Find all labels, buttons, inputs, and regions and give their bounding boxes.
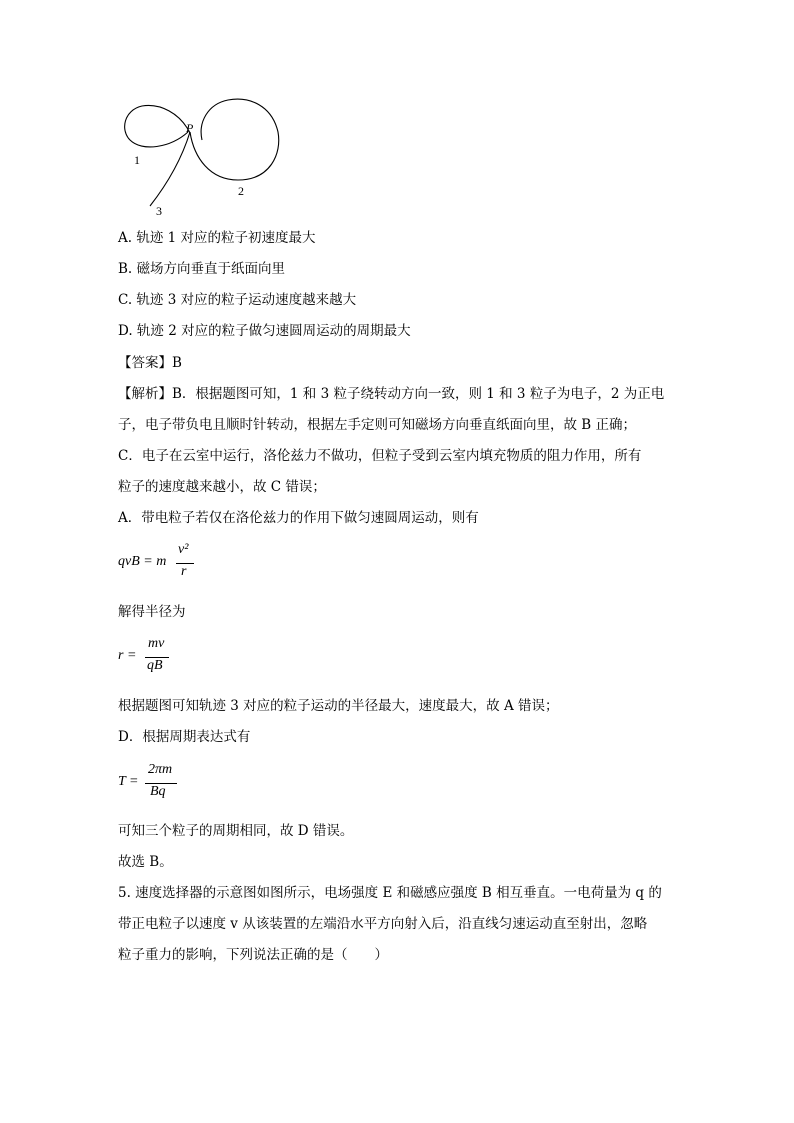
analysis-line-10: 故选 B。 <box>118 854 173 870</box>
eq2-left: r = <box>118 648 137 663</box>
label-3: 3 <box>156 204 162 218</box>
label-p: P <box>186 121 194 135</box>
particle-tracks-figure <box>110 88 310 220</box>
answer: 【答案】B <box>118 355 182 371</box>
eq2-denominator: qB <box>147 658 163 673</box>
eq3-denominator: Bq <box>150 784 166 799</box>
question5-line-1: 5. 速度选择器的示意图如图所示，电场强度 E 和磁感应强度 B 相互垂直。一电荷量为 q 的 <box>118 885 662 901</box>
analysis-line-2: 子，电子带负电且顺时针转动，根据左手定则可知磁场方向垂直纸面向里，故 B 正确； <box>118 417 637 433</box>
option-b: B. 磁场方向垂直于纸面向里 <box>118 261 286 277</box>
question5-line-3: 粒子重力的影响，下列说法正确的是（ ） <box>118 947 388 963</box>
track-1 <box>125 105 190 147</box>
analysis-line-1: 【解析】B．根据题图可知，1 和 3 粒子绕转动方向一致，则 1 和 3 粒子为电子，2 为正电 <box>118 386 665 402</box>
eq3-left: T = <box>118 774 139 789</box>
analysis-line-6: 解得半径为 <box>118 604 186 620</box>
equation-lorentz <box>118 542 218 584</box>
label-1: 1 <box>134 153 140 167</box>
eq1-denominator: r <box>181 564 187 579</box>
label-2: 2 <box>238 184 244 198</box>
eq1-left: qvB = m <box>118 554 167 569</box>
eq2-numerator: mv <box>148 636 165 651</box>
analysis-line-8: D．根据周期表达式有 <box>118 729 251 745</box>
track-2 <box>190 99 279 180</box>
eq1-numerator: v² <box>178 542 189 557</box>
option-a: A. 轨迹 1 对应的粒子初速度最大 <box>118 230 316 246</box>
equation-radius <box>118 636 218 678</box>
option-c: C. 轨迹 3 对应的粒子运动速度越来越大 <box>118 292 357 308</box>
option-d: D. 轨迹 2 对应的粒子做匀速圆周运动的周期最大 <box>118 323 411 339</box>
analysis-line-9: 可知三个粒子的周期相同，故 D 错误。 <box>118 823 354 839</box>
analysis-line-5: A．带电粒子若仅在洛伦兹力的作用下做匀速圆周运动，则有 <box>118 510 479 526</box>
eq3-numerator: 2πm <box>148 762 173 777</box>
analysis-line-4: 粒子的速度越来越小，故 C 错误； <box>118 479 326 495</box>
question5-line-2: 带正电粒子以速度 v 从该装置的左端沿水平方向射入后，沿直线匀速运动直至射出，忽略 <box>118 916 648 932</box>
analysis-line-7: 根据题图可知轨迹 3 对应的粒子运动的半径最大，速度最大，故 A 错误； <box>118 698 559 714</box>
analysis-line-3: C．电子在云室中运行，洛伦兹力不做功，但粒子受到云室内填充物质的阻力作用，所有 <box>118 448 642 464</box>
equation-period <box>118 762 218 804</box>
